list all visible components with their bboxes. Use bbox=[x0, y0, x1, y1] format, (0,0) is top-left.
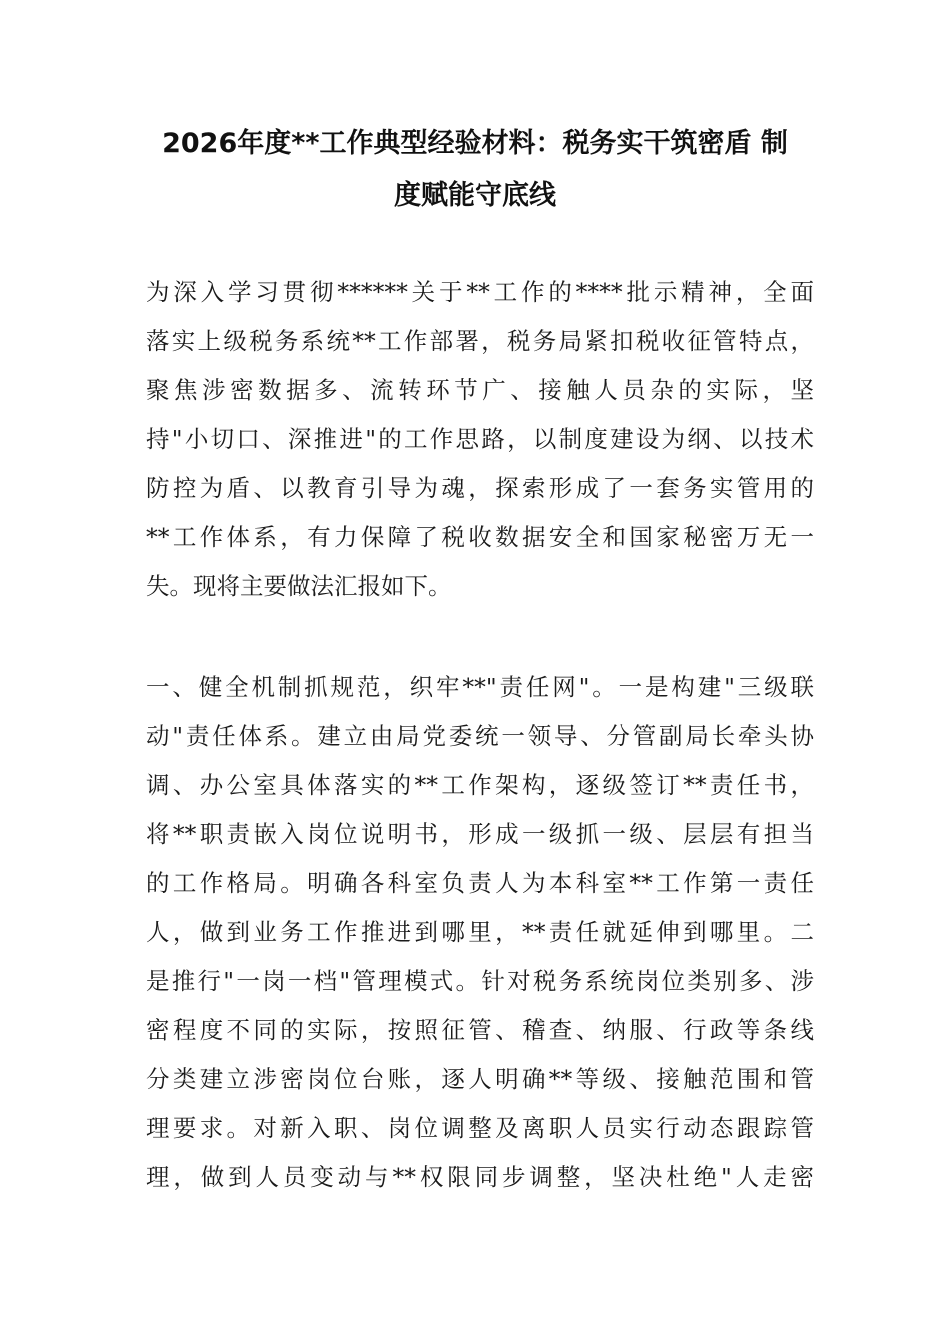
text-line: 防控为盾、以教育引导为魂，探索形成了一套务实管用的 bbox=[146, 474, 814, 502]
text-line: 聚焦涉密数据多、流转环节广、接触人员杂的实际，坚 bbox=[146, 376, 814, 404]
text-line: 持"小切口、深推进"的工作思路，以制度建设为纲、以技术 bbox=[146, 425, 814, 453]
text-line: 落实上级税务系统**工作部署，税务局紧扣税收征管特点， bbox=[146, 327, 814, 355]
text-line: 调、办公室具体落实的**工作架构，逐级签订**责任书， bbox=[146, 771, 814, 799]
document-title bbox=[120, 118, 830, 222]
text-line: 分类建立涉密岗位台账，逐人明确**等级、接触范围和管 bbox=[146, 1065, 814, 1093]
title-line: 度赋能守底线 bbox=[394, 180, 556, 211]
text-line: 人，做到业务工作推进到哪里，**责任就延伸到哪里。二 bbox=[146, 918, 814, 946]
text-line: 理，做到人员变动与**权限同步调整，坚决杜绝"人走密 bbox=[146, 1163, 814, 1191]
text-line: 一、健全机制抓规范，织牢**"责任网"。一是构建"三级联 bbox=[146, 673, 814, 701]
text-line: 是推行"一岗一档"管理模式。针对税务系统岗位类别多、涉 bbox=[146, 967, 814, 995]
text-line: 密程度不同的实际，按照征管、稽查、纳服、行政等条线 bbox=[146, 1016, 814, 1044]
text-line: 理要求。对新入职、岗位调整及离职人员实行动态跟踪管 bbox=[146, 1114, 814, 1142]
text-line: 将**职责嵌入岗位说明书，形成一级抓一级、层层有担当 bbox=[146, 820, 814, 848]
intro-paragraph bbox=[146, 268, 814, 611]
text-line: 动"责任体系。建立由局党委统一领导、分管副局长牵头协 bbox=[146, 722, 814, 750]
section-one-paragraph bbox=[146, 663, 814, 1202]
text-line: **工作体系，有力保障了税收数据安全和国家秘密万无一 bbox=[146, 523, 814, 551]
text-line: 的工作格局。明确各科室负责人为本科室**工作第一责任 bbox=[146, 869, 814, 897]
text-line: 为深入学习贯彻******关于**工作的****批示精神，全面 bbox=[146, 278, 814, 306]
title-line: 2026年度**工作典型经验材料：税务实干筑密盾 制 bbox=[162, 128, 788, 159]
text-line: 失。现将主要做法汇报如下。 bbox=[146, 572, 452, 600]
